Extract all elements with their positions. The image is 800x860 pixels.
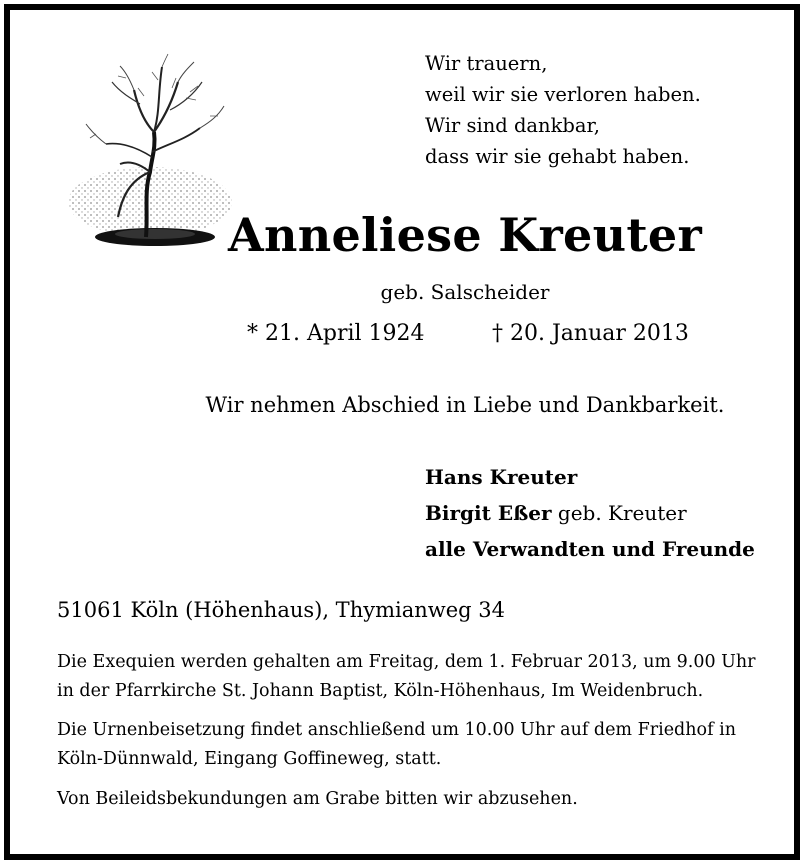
mourners-list <box>425 459 755 567</box>
info-line: Von Beileidsbekundungen am Grabe bitten wir abzusehen. <box>57 789 578 809</box>
poem-line: Wir trauern, <box>425 52 548 75</box>
maiden-name: geb. Salscheider <box>380 280 550 304</box>
info-line: Die Exequien werden gehalten am Freitag, dem 1. Februar 2013, um 9.00 Uhr <box>57 652 756 672</box>
exequies-info <box>57 648 756 706</box>
mourner-name: Hans Kreuter <box>425 465 578 489</box>
urn-burial-info <box>57 716 736 774</box>
death-date: † 20. Januar 2013 <box>492 321 689 346</box>
poem-line: Wir sind dankbar, <box>425 114 600 137</box>
farewell-line: Wir nehmen Abschied in Liebe und Dankbarkeit. <box>205 393 725 417</box>
poem-line: dass wir sie gehabt haben. <box>425 145 690 168</box>
info-line: in der Pfarrkirche St. Johann Baptist, Köln-Höhenhaus, Im Weidenbruch. <box>57 681 704 701</box>
info-line: Köln-Dünnwald, Eingang Goffineweg, statt. <box>57 749 442 769</box>
mourner-maiden-name: geb. Kreuter <box>551 501 687 525</box>
mourner-relatives: alle Verwandten und Freunde <box>425 537 755 561</box>
mourner-line <box>425 495 755 531</box>
family-address: 51061 Köln (Höhenhaus), Thymianweg 34 <box>57 598 505 622</box>
deceased-name: Anneliese Kreuter <box>227 208 703 262</box>
mourner-name: Birgit Eßer <box>425 501 552 525</box>
birth-date: * 21. April 1924 <box>247 321 425 346</box>
poem <box>425 48 701 172</box>
poem-line: weil wir sie verloren haben. <box>425 83 701 106</box>
info-line: Die Urnenbeisetzung findet anschließend um 10.00 Uhr auf dem Friedhof in <box>57 720 736 740</box>
condolences-info <box>57 785 578 814</box>
